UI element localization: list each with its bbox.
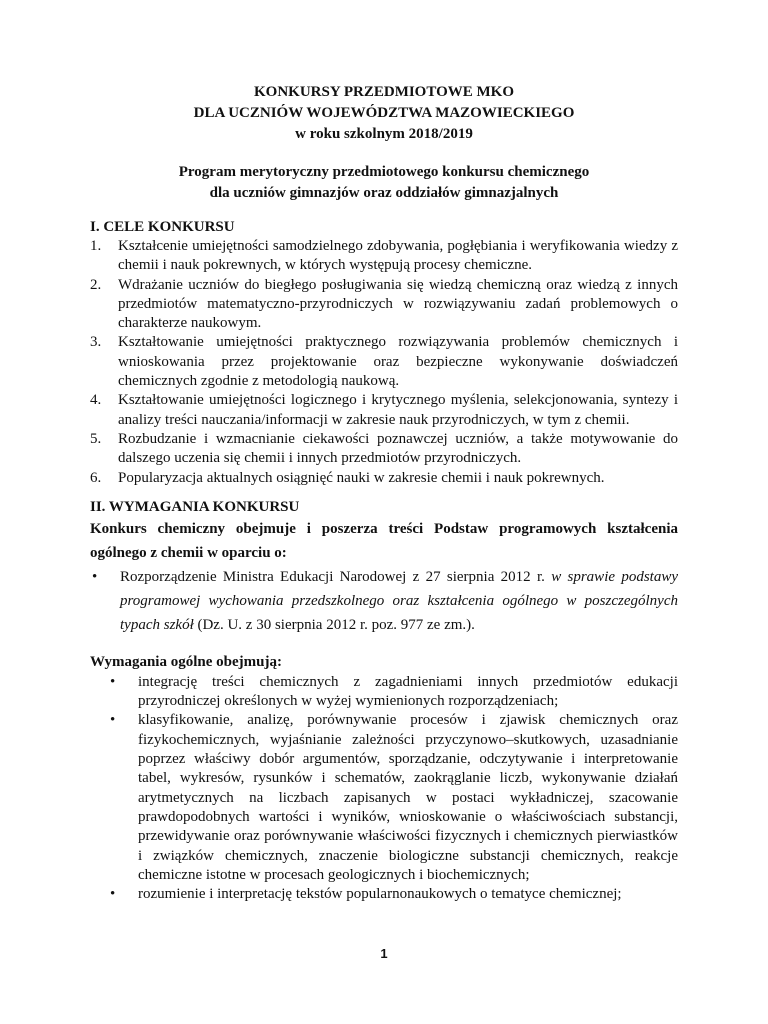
goal-number: 4. — [90, 392, 102, 409]
list-item — [108, 711, 678, 885]
bullet-icon: • — [110, 886, 116, 903]
header-line-2: DLA UCZNIÓW WOJEWÓDZTWA MAZOWIECKIEGO — [193, 105, 575, 121]
general-requirements-heading: Wymagania ogólne obejmują: — [90, 653, 282, 670]
goal-text: Kształtowanie umiejętności logicznego i krytycznego myślenia, selekcjonowania, syntezy i analizy treści nauczania/informacji w zakresie nauk przyrodniczych, w tym z chemii. — [118, 392, 678, 428]
goal-item — [90, 237, 678, 276]
bullet-icon: • — [92, 568, 98, 585]
list-item-text: integrację treści chemicznych z zagadnieniami innych przedmiotów edukacji przyrodniczej określonych w wyżej wymienionych rozporządzeniach; — [138, 673, 678, 710]
document-body — [90, 218, 678, 904]
goal-number: 6. — [90, 469, 102, 486]
goal-item — [90, 469, 678, 488]
document-subtitle — [90, 162, 678, 204]
regulation-title: w sprawie podstawy programowej wychowania przedszkolnego oraz kształcenia ogólnego w poszczególnych typach szkół — [120, 568, 678, 633]
header-line-3: w roku szkolnym 2018/2019 — [295, 126, 473, 142]
section-2-heading: II. WYMAGANIA KONKURSU — [90, 498, 300, 515]
regulation-list — [90, 565, 678, 637]
regulation-item — [90, 565, 678, 637]
list-item-text: rozumienie i interpretację tekstów popularnonaukowych o tematyce chemicznej; — [138, 886, 622, 903]
goal-text: Kształcenie umiejętności samodzielnego zdobywania, pogłębiania i weryfikowania wiedzy z chemii i nauk pokrewnych, w których występują procesy chemiczne. — [118, 238, 678, 274]
page-number: 1 — [380, 946, 388, 961]
subtitle-line-1: Program merytoryczny przedmiotowego konkursu chemicznego — [178, 164, 590, 180]
header-line-1: KONKURSY PRZEDMIOTOWE MKO — [253, 84, 515, 100]
goal-item — [90, 430, 678, 469]
goal-item — [90, 333, 678, 391]
goal-number: 1. — [90, 238, 102, 254]
bullet-icon: • — [110, 712, 116, 729]
goal-item — [90, 391, 678, 430]
bullet-icon: • — [110, 673, 116, 690]
goal-text: Popularyzacja aktualnych osiągnięć nauki w zakresie chemii i nauk pokrewnych. — [118, 469, 605, 486]
goal-number: 3. — [90, 334, 102, 351]
subtitle-line-2: dla uczniów gimnazjów oraz oddziałów gimnazjalnych — [209, 185, 559, 201]
section-2-intro: Konkurs chemiczny obejmuje i poszerza treści Podstaw programowych kształcenia ogólnego z chemii w oparciu o: — [90, 520, 678, 561]
goals-list — [90, 237, 678, 488]
goal-text: Rozbudzanie i wzmacnianie ciekawości poznawczej uczniów, a także motywowanie do dalszego uczenia się chemii i innych przedmiotów przyrodniczych. — [118, 430, 678, 467]
regulation-text-after: (Dz. U. z 30 sierpnia 2012 r. poz. 977 ze zm.). — [193, 616, 475, 633]
general-requirements-list — [90, 673, 678, 905]
document-header — [90, 82, 678, 145]
section-1-heading: I. CELE KONKURSU — [90, 219, 235, 235]
list-item — [108, 673, 678, 712]
goal-text: Wdrażanie uczniów do biegłego posługiwania się wiedzą chemiczną oraz wiedzą z innych przedmiotów matematyczno-przyrodniczych w rozwiązywaniu zadań problemowych o charakterze naukowym. — [118, 276, 678, 332]
list-item — [108, 885, 678, 904]
goal-text: Kształtowanie umiejętności praktycznego rozwiązywania problemów chemicznych i wnioskowania przez projektowanie oraz bezpieczne wykonywanie doświadczeń chemicznych zgodnie z metodologią naukową. — [118, 334, 678, 390]
goal-number: 5. — [90, 430, 102, 447]
goal-item — [90, 276, 678, 334]
section-2 — [90, 498, 678, 905]
goal-number: 2. — [90, 276, 102, 293]
list-item-text: klasyfikowanie, analizę, porównywanie procesów i zjawisk chemicznych oraz fizykochemicznych, wyjaśnianie zależności przyczynowo–skutkowych, uzasadnianie poprzez właściwy dobór argumentów, sporządzanie, odczytywanie i interpretowanie tabel, wykresów, rysunków i schematów, zaokrąglanie liczb, wykonywanie działań arytmetycznych na liczbach zapisanych w postaci wykładniczej, szacowanie prawdopodobnych wartości i wyników, wnioskowanie o właściwościach substancji, przewidywanie oraz porównywanie właściwości fizycznych i chemicznych pierwiastków i związków chemicznych, znaczenie biologiczne substancji chemicznych, reakcje chemiczne istotne w procesach geologicznych i biochemicznych; — [138, 712, 678, 883]
regulation-text-before: Rozporządzenie Ministra Edukacji Narodowej z 27 sierpnia 2012 r. — [120, 568, 552, 585]
